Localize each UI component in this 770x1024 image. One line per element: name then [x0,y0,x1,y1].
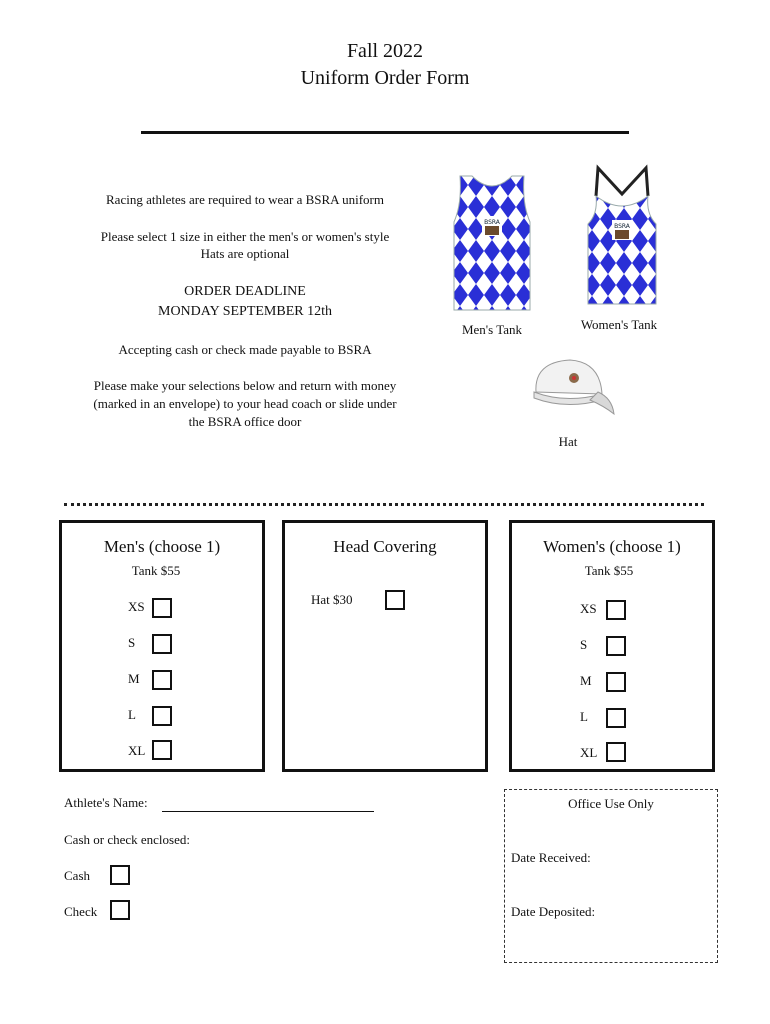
form-title: Uniform Order Form [300,67,470,89]
hats-optional-text: Hats are optional [200,246,290,261]
womens-size-label: L [580,709,588,724]
deadline-date: MONDAY SEPTEMBER 12th [158,304,332,319]
check-checkbox[interactable] [110,900,130,920]
mens-tank-logo: BSRA [484,219,500,226]
cut-line [64,503,704,506]
mens-size-label: L [128,707,136,722]
payment-text: Accepting cash or check made payable to BSRA [118,342,372,357]
requirement-text: Racing athletes are required to wear a BSRA uniform [106,192,384,207]
mens-section [59,520,265,772]
office-use-title: Office Use Only [568,796,654,811]
mens-l-checkbox[interactable] [152,706,172,726]
womens-m-checkbox[interactable] [606,672,626,692]
womens-tank-caption: Women's Tank [580,317,658,332]
hat-image [526,354,618,420]
title-divider [141,131,629,134]
size-instruction-text: Please select 1 size in either the men's or women's style [100,229,390,244]
mens-tank-caption: Men's Tank [461,322,523,337]
return-instructions-line1: Please make your selections below and return with money [93,378,397,393]
womens-s-checkbox[interactable] [606,636,626,656]
mens-size-label: XS [128,599,145,614]
womens-xs-checkbox[interactable] [606,600,626,620]
hat-checkbox[interactable] [385,590,405,610]
return-instructions-line3: the BSRA office door [188,414,302,429]
mens-section-title: Men's (choose 1) [103,537,221,556]
mens-size-label: S [128,635,136,650]
athlete-name-field[interactable] [162,811,374,812]
mens-size-label: XL [128,743,146,758]
cash-checkbox[interactable] [110,865,130,885]
womens-size-label: XL [580,745,598,760]
date-deposited-label: Date Deposited: [511,904,596,919]
deadline-heading: ORDER DEADLINE [184,284,306,299]
mens-m-checkbox[interactable] [152,670,172,690]
womens-size-label: M [580,673,592,688]
date-received-label: Date Received: [511,850,591,865]
mens-tank-image [452,174,532,312]
mens-price: Tank $55 [131,563,181,578]
mens-xs-checkbox[interactable] [152,598,172,618]
check-label: Check [64,904,98,919]
hat-price-label: Hat $30 [311,592,353,607]
womens-tank-logo: BSRA [614,223,630,230]
office-use-box [504,789,718,963]
womens-price: Tank $55 [584,563,634,578]
cash-label: Cash [64,868,90,883]
womens-section-title: Women's (choose 1) [543,537,681,556]
mens-size-label: M [128,671,140,686]
mens-xl-checkbox[interactable] [152,740,172,760]
hat-caption: Hat [558,434,578,449]
womens-xl-checkbox[interactable] [606,742,626,762]
head-covering-section [282,520,488,772]
womens-section [509,520,715,772]
athlete-name-label: Athlete's Name: [64,795,148,810]
head-covering-title: Head Covering [333,537,437,556]
womens-size-label: S [580,637,588,652]
mens-s-checkbox[interactable] [152,634,172,654]
womens-size-label: XS [580,601,597,616]
womens-l-checkbox[interactable] [606,708,626,728]
womens-tank-image [584,164,660,306]
return-instructions-line2: (marked in an envelope) to your head coach or slide under [93,396,397,411]
form-title-year: Fall 2022 [346,40,424,62]
payment-enclosed-label: Cash or check enclosed: [64,832,190,847]
